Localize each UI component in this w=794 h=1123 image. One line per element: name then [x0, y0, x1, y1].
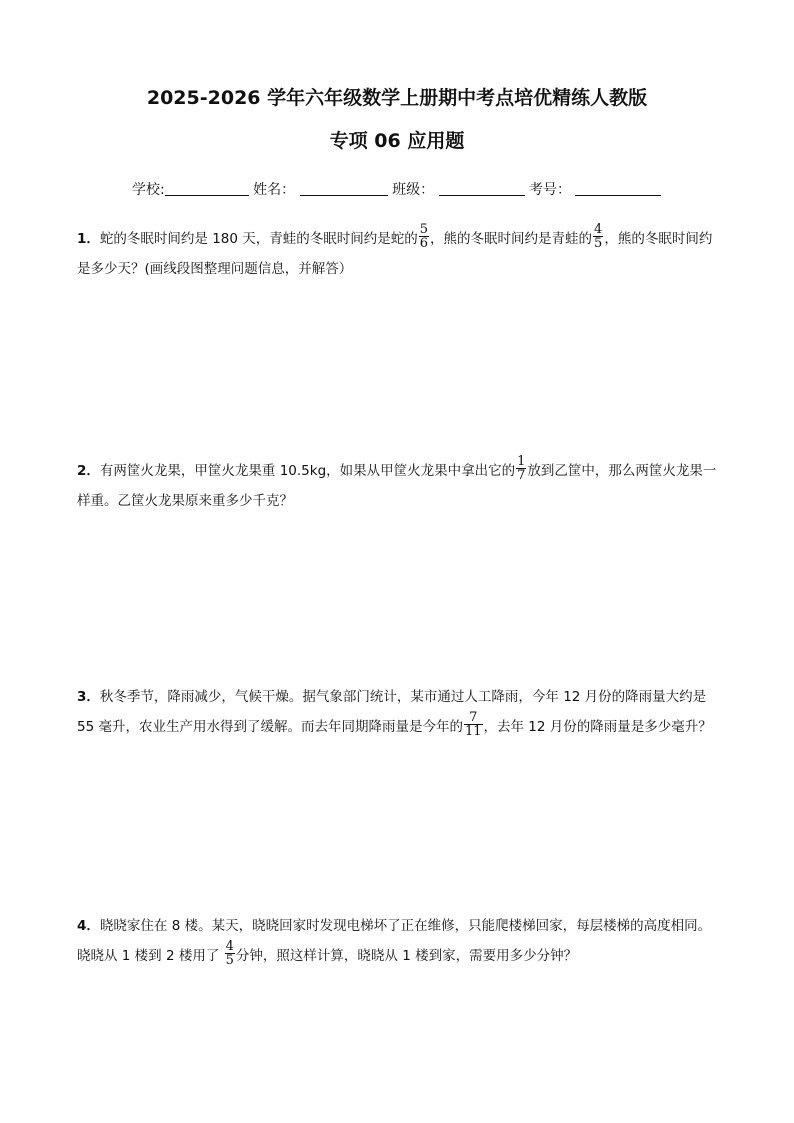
document-title: 2025-2026 学年六年级数学上册期中考点培优精练人教版 — [146, 87, 648, 109]
school-label: 学校: — [132, 182, 165, 198]
denominator: 5 — [225, 952, 234, 968]
question-number: 3． — [77, 689, 100, 705]
question-text: 秋冬季节，降雨减少，气候干燥。据气象部门统计，某市通过人工降雨，今年 12 月份的降雨量大约是 55 毫升，农业生产用水得到了缓解。而去年同期降雨量是今年的 — [77, 689, 707, 735]
question-number: 2． — [77, 463, 100, 479]
numerator: 7 — [469, 709, 478, 725]
document-subtitle: 专项 06 应用题 — [329, 130, 465, 152]
denominator: 11 — [464, 723, 482, 739]
question-4 — [77, 911, 717, 971]
question-text: ，熊的冬眠时间约是多少天？(画线段图整理问题信息，并解答） — [77, 231, 713, 277]
question-text: 晓晓家住在 8 楼。某天，晓晓回家时发现电梯坏了正在维修，只能爬楼梯回家，每层楼梯的高度相同。晓晓从 1 楼到 2 楼用了 — [77, 918, 712, 964]
question-text: 有两筐火龙果，甲筐火龙果重 10.5kg，如果从甲筐火龙果中拿出它的 — [99, 463, 516, 479]
numerator: 5 — [419, 221, 429, 237]
school-blank[interactable] — [165, 181, 249, 196]
student-info-line — [132, 180, 661, 200]
question-text: ，去年 12 月份的降雨量是多少毫升？ — [483, 719, 712, 735]
denominator: 5 — [594, 235, 603, 251]
question-text: 放到乙筐中，那么两筐火龙果一样重。乙筐火龙果原来重多少千克？ — [77, 463, 717, 509]
question-number: 4． — [77, 918, 100, 934]
name-blank[interactable] — [300, 181, 388, 196]
class-blank[interactable] — [439, 181, 525, 196]
fraction — [225, 940, 235, 967]
fraction — [516, 455, 526, 482]
question-text: 分钟，照这样计算，晓晓从 1 楼到家，需要用多少分钟？ — [235, 948, 578, 964]
numerator: 1 — [517, 453, 526, 469]
exam-blank[interactable] — [575, 181, 661, 196]
question-3 — [77, 682, 717, 742]
class-label: 班级： — [392, 182, 435, 198]
name-label: 姓名： — [253, 182, 296, 198]
fraction — [593, 223, 603, 250]
denominator: 7 — [517, 467, 526, 483]
fraction — [419, 223, 429, 250]
numerator: 4 — [225, 938, 234, 954]
question-number: 1． — [77, 231, 100, 247]
question-2 — [77, 453, 717, 516]
question-text: 蛇的冬眠时间约是 180 天，青蛙的冬眠时间约是蛇的 — [99, 231, 418, 247]
exam-label: 考号： — [528, 182, 571, 198]
question-text: ，熊的冬眠时间约是青蛙的 — [430, 231, 593, 247]
question-1 — [77, 221, 717, 284]
fraction — [464, 711, 483, 738]
numerator: 4 — [594, 221, 603, 237]
denominator: 6 — [419, 235, 429, 251]
